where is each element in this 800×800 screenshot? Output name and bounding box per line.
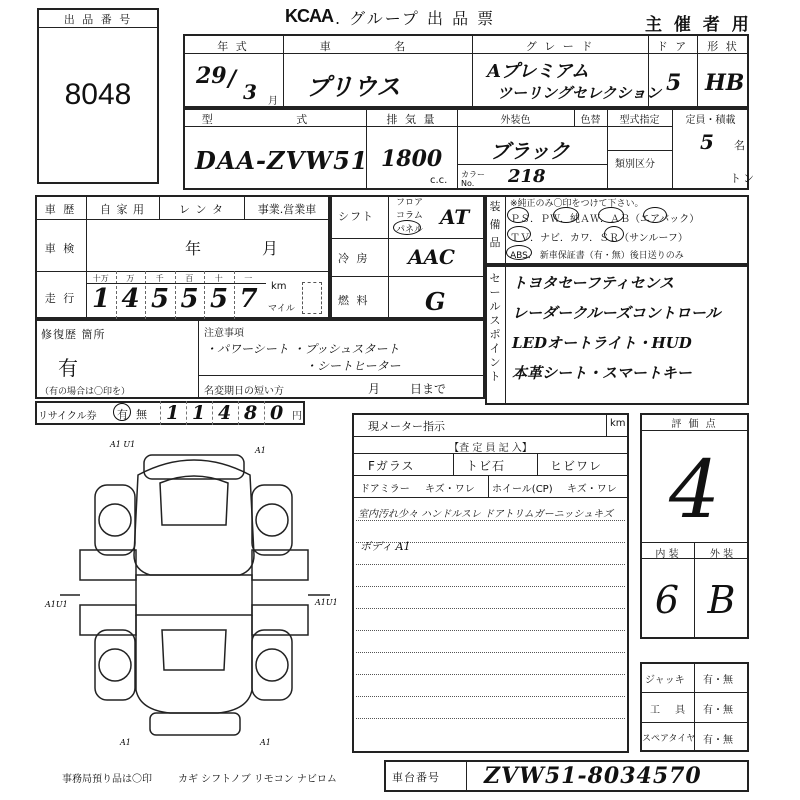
mileage-unit-km: km	[271, 281, 287, 292]
windshield-chip: トビ石	[466, 459, 506, 473]
recycle-digit-1: 1	[192, 402, 206, 424]
equipment-line2: ＴＶ．ナビ．カワ．ＳＲ（サンルーフ）	[510, 233, 688, 244]
equipment-note: ※純正のみ〇印をつけて下さい。	[510, 199, 644, 209]
interior-grade: 6	[654, 578, 680, 622]
equipment-line3: ABS． 新車保証書（有・無）後日送りのみ	[510, 251, 684, 261]
mileage-digit-1: 4	[121, 284, 140, 314]
wheel-label: ホイール(CP)	[492, 484, 553, 495]
equip-circle-ab	[643, 207, 667, 223]
tools-label: 工 具	[650, 705, 692, 716]
year-label: 年 式	[217, 40, 249, 53]
recycle-digit-0: 1	[166, 402, 180, 424]
color-no-label: カラー No.	[461, 170, 485, 188]
capacity-unit: 名	[734, 139, 747, 152]
mileage-place-4: 十	[214, 274, 223, 283]
grade-line2: ツーリングセレクション	[497, 84, 662, 102]
notes-line1: ・パワーシート ・プッシュスタート	[205, 342, 400, 356]
mileage-place-2: 千	[155, 274, 164, 283]
shift-panel: パネル	[396, 225, 424, 235]
year-slash: /	[228, 66, 237, 92]
equip-circle-ps	[507, 207, 529, 223]
repair-label: 修復歴 箇所	[41, 328, 106, 341]
mileage-place-0: 十万	[92, 274, 109, 283]
recycle-label: リサイクル券	[38, 411, 97, 422]
brand-logo: KCAA	[285, 6, 333, 26]
inspector-title: 【査 定 員 記 入】	[449, 443, 532, 454]
model-value: DAA-ZVW51	[195, 146, 369, 175]
equip-circle-pw	[553, 207, 579, 223]
fuel-value: G	[425, 287, 446, 316]
month-unit: 月	[268, 96, 278, 107]
shift-floor: フロア	[396, 198, 424, 208]
tools-yn: 有・無	[703, 705, 733, 716]
spare-yn: 有・無	[703, 735, 733, 746]
mileage-place-3: 百	[185, 274, 194, 283]
spare-label: スペアタイヤ	[642, 734, 696, 744]
damage-mark-4: A1U1	[315, 598, 338, 607]
shape-label: 形 状	[707, 40, 739, 53]
shape-value: HB	[705, 70, 745, 96]
color-no-value: 218	[508, 166, 546, 187]
door-value: 5	[666, 70, 682, 96]
repair-note: （有の場合は〇印を）	[40, 387, 131, 397]
exterior-label: 外 装	[709, 549, 734, 560]
score-label: 評 価 点	[671, 419, 718, 430]
history-private: 自 家 用	[100, 203, 145, 216]
grade-label: グ レ ー ド	[525, 40, 595, 53]
rename-label: 名変期日の短い方	[204, 386, 284, 397]
color-label: 外装色	[500, 115, 531, 126]
equipment-line1: ＰＳ．ＰＷ．純ＡＷ．ＡＢ（エアバック）	[510, 214, 700, 225]
recycle-digit-3: 8	[244, 402, 258, 424]
form-title: . グループ 出 品 票	[335, 9, 496, 28]
equipment-label: 装 備 品	[489, 200, 501, 249]
lot-number-label: 出 品 番 号	[63, 13, 133, 26]
shift-panel-circle	[393, 220, 424, 235]
damage-mark-2: A1	[255, 446, 266, 455]
color-value: ブラック	[490, 139, 570, 163]
recycle-yen: 円	[292, 411, 302, 422]
mileage-place-5: 一	[244, 274, 253, 283]
shift-value: AT	[440, 205, 470, 229]
interior-label: 内 装	[655, 549, 679, 560]
inspection-label: 車 検	[44, 242, 77, 255]
car-name-label: 車 名	[319, 40, 436, 53]
windshield-crack: ヒビワレ	[550, 459, 603, 473]
notes-line2: ・シートヒーター	[305, 359, 401, 373]
mileage-digit-5: 7	[239, 284, 258, 314]
equip-circle-abs	[506, 245, 532, 260]
sales-point-label: セールスポイント	[489, 272, 501, 383]
recycle-digit-2: 4	[218, 402, 232, 424]
mileage-digit-4: 5	[210, 284, 229, 314]
meter-label: 現メーター指示	[368, 420, 445, 433]
inspection-year: 年	[185, 239, 202, 258]
grade-line1: Aプレミアム	[487, 61, 589, 82]
repair-value: 有	[58, 356, 78, 380]
office-items: カギ シフトノブ リモコン ナビロム	[178, 774, 337, 785]
shift-label: シフト	[338, 210, 374, 223]
capacity-value: 5	[700, 130, 714, 154]
inspector-remark-1: 室内汚れ少々 ハンドルスレ ドアトリムガーニッシュキズ	[358, 509, 613, 520]
chassis-label: 車台番号	[392, 771, 440, 784]
displacement-label: 排 気 量	[386, 113, 437, 126]
host-label: 主 催 者 用	[645, 15, 752, 35]
notes-label: 注意事項	[204, 328, 244, 339]
category-label: 類別区分	[615, 159, 655, 170]
sales-point-3: LEDオートライト・HUD	[512, 334, 692, 352]
mileage-label: 走 行	[44, 292, 77, 305]
damage-mark-5: A1	[120, 738, 131, 747]
recycle-has-circle	[113, 403, 131, 421]
aircon-value: AAC	[408, 245, 455, 269]
sales-point-1: トヨタセーフティセンス	[512, 274, 675, 292]
recycle-digit-4: 0	[270, 402, 284, 424]
wheel-opts: キズ・ワレ	[567, 484, 617, 495]
equip-circle-cam	[604, 226, 624, 242]
windshield-label: Fガラス	[368, 459, 415, 473]
office-note: 事務局預り品は〇印	[62, 774, 152, 785]
mirror-opts: キズ・ワレ	[425, 484, 475, 495]
sales-point-4: 本革シート・スマートキー	[512, 364, 692, 382]
displacement-value: 1800	[381, 146, 443, 172]
jack-yn: 有・無	[703, 675, 733, 686]
mirror-label: ドアミラー	[360, 484, 410, 495]
car-damage-diagram	[40, 435, 350, 755]
sales-point-2: レーダークルーズコントロール	[512, 304, 721, 322]
model-label: 型 式	[201, 113, 348, 126]
cc-unit: c.c.	[430, 175, 448, 186]
door-label: ド ア	[656, 40, 689, 53]
rename-day: 日まで	[410, 382, 447, 396]
damage-mark-1: A1 U1	[110, 440, 136, 449]
mileage-place-1: 万	[126, 274, 135, 283]
mileage-digit-0: 1	[92, 284, 111, 314]
type-designation-label: 型式指定	[619, 115, 660, 126]
damage-mark-3: A1U1	[45, 600, 68, 609]
jack-label: ジャッキ	[645, 675, 685, 686]
equip-circle-aw	[598, 207, 624, 223]
history-business: 事業.営業車	[257, 203, 317, 216]
tons-unit: トン	[730, 172, 756, 185]
car-name-value: プリウス	[306, 72, 401, 101]
rename-month: 月	[368, 382, 381, 396]
meter-unit: km	[610, 418, 626, 429]
repaint-label: 色替	[580, 115, 601, 126]
inspection-month: 月	[262, 239, 279, 258]
damage-mark-6: A1	[260, 738, 271, 747]
aircon-label: 冷 房	[338, 252, 370, 265]
exterior-grade: B	[707, 578, 736, 622]
fuel-label: 燃 料	[338, 294, 370, 307]
mileage-digit-2: 5	[151, 284, 170, 314]
year-value: 29	[196, 63, 227, 89]
shift-column: コラム	[396, 211, 423, 221]
mile-checkbox	[302, 282, 322, 314]
score-value: 4	[669, 443, 720, 536]
equip-circle-tv	[507, 226, 531, 242]
recycle-none: 無	[136, 408, 147, 421]
month-value: 3	[243, 80, 257, 104]
capacity-label: 定員・積載	[685, 115, 736, 126]
history-label: 車 歴	[44, 203, 77, 216]
lot-number: 8048	[64, 78, 132, 111]
history-rental: レ ン タ	[179, 203, 224, 216]
mileage-unit-mile: マイル	[268, 304, 295, 314]
mileage-digit-3: 5	[180, 284, 199, 314]
inspector-remark-2: ボディ A1	[360, 540, 411, 553]
chassis-number: ZVW51-8034570	[484, 763, 702, 789]
recycle-has: 有	[117, 408, 128, 421]
